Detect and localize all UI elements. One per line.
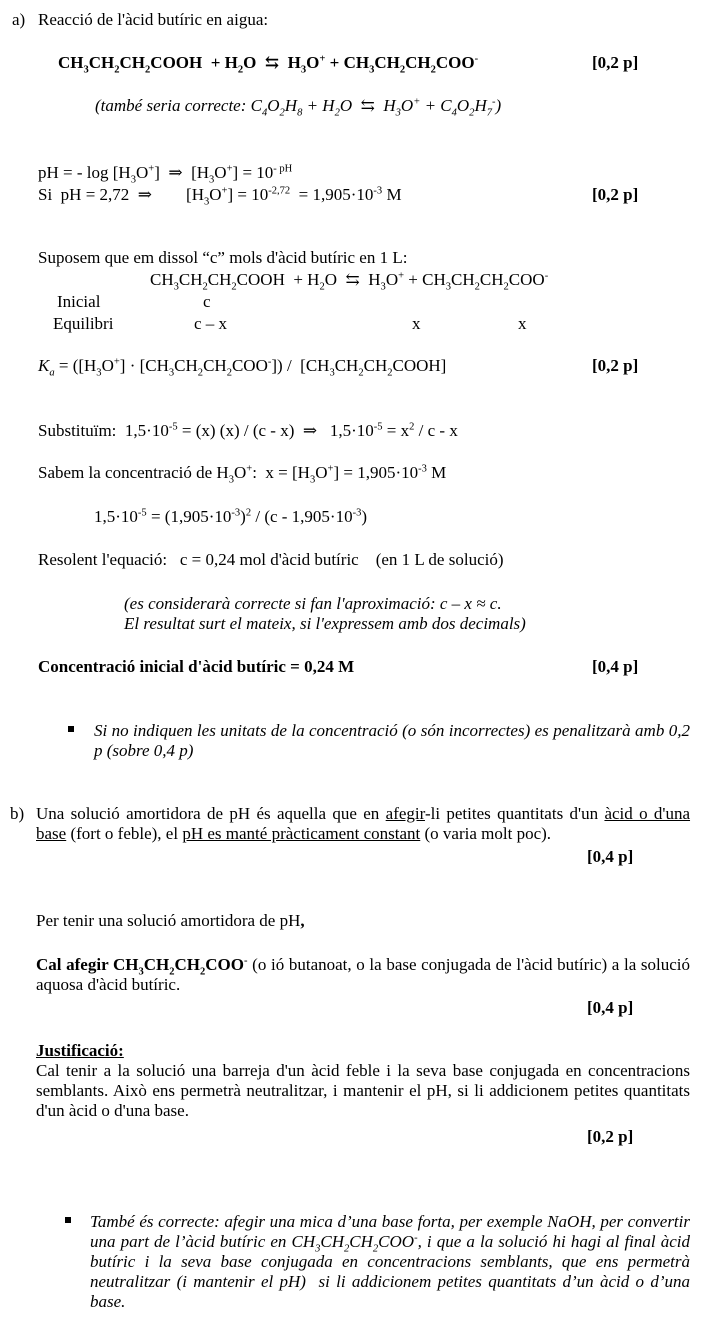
add-base-text: Cal afegir $CH_3CH_2CH_2COO^-$ (o ió butanoat, o la base conjugada de l'àcid butíric) a la solució aquosa d'àcid butíric. bbox=[36, 955, 691, 994]
part-b-marker: b) bbox=[10, 804, 25, 823]
approx-note-1: (es considerarà correcte si fan l'aproximació: c – x ≈ c. bbox=[124, 594, 502, 613]
part-a-marker: a) bbox=[12, 10, 26, 29]
ice-eq-acid: c – x bbox=[194, 314, 228, 333]
also-correct-bullet bbox=[65, 1217, 71, 1223]
points-ka: [0,2 p] bbox=[592, 356, 639, 375]
ice-reaction: $CH_3CH_2CH_2COOH + H_2O$ ⇆ $H_3O^+ + CH_3CH_2CH_2COO^-$ bbox=[150, 270, 549, 293]
points-ph: [0,2 p] bbox=[592, 185, 639, 204]
equation-line: $1,5\cdot 10^{-5} = (1,905\cdot 10^{-3})^2 / (c - 1,905\cdot 10^{-3})$ bbox=[94, 507, 368, 526]
penalty-bullet bbox=[68, 726, 74, 732]
buffer-definition bbox=[36, 804, 690, 844]
add-rest: (o ió butanoat, o la base conjugada de l'àcid butíric) a la solució aquosa d'àcid butíric. bbox=[36, 955, 691, 994]
reaction-equation: $CH_3CH_2CH_2COOH + H_2O$ ⇆ $H_3O^+ + CH_3CH_2CH_2COO^-$ bbox=[58, 53, 479, 76]
ph-given: Si pH = 2,72 ⇒ $[H_3O^+] = 10^{-2,72} = 1,905\cdot 10^{-3}$ M bbox=[38, 185, 402, 208]
know-line: Sabem la concentració de $H_3O^+$: $x = [H_3O^+] = 1,905\cdot 10^{-3}$ M bbox=[38, 463, 447, 486]
ice-eq-base: x bbox=[518, 314, 527, 333]
justification-text: Cal tenir a la solució una barreja d'un àcid feble i la seva base conjugada en concentracions semblants. Això ens permetrà neutralitzar, i mantenir el pH, si li addicionem petites quantitats d'un àcid o d'una base. bbox=[36, 1061, 690, 1120]
ice-row-initial: Inicial bbox=[57, 292, 101, 311]
approx-note-2: El resultat surt el mateix, si l'expressem amb dos decimals) bbox=[124, 614, 526, 633]
alt-formula-note: (també seria correcte: $C_4O_2H_8 + H_2O$ ⇆ $H_3O^+ + C_4O_2H_7^-$) bbox=[95, 96, 502, 119]
penalty-note: Si no indiquen les unitats de la concentració (o són incorrectes) es penalitzarà amb 0,2 p (sobre 0,4 p) bbox=[94, 721, 690, 760]
suppose-text: Suposem que em dissol “c” mols d'àcid butíric en 1 L: bbox=[38, 248, 408, 267]
def-acid-base: àcid o d'una base bbox=[36, 804, 691, 843]
ph-definition: pH = - $\log [H_3O^+]$ ⇒ $[H_3O^+] = 10^{- pH}$ bbox=[38, 163, 293, 186]
solving-line bbox=[38, 550, 504, 570]
substitute-line: Substituïm: $1,5\cdot 10^{-5} = (x)$ (x) / (c - x) ⇒ $1,5\cdot 10^{-5} = x^2 / c - x$ bbox=[38, 421, 458, 440]
solving-note: (en 1 L de solució) bbox=[375, 550, 504, 569]
ice-initial-acid: c bbox=[203, 292, 211, 311]
justification-label: Justificació: bbox=[36, 1041, 124, 1060]
part-a-title: Reacció de l'àcid butíric en aigua: bbox=[38, 10, 269, 29]
also-correct-note: També és correcte: afegir una mica d’una base forta, per exemple NaOH, per convertir una part de l’àcid butíric en $CH_3CH_2CH_2COO^-$, i que a la solució hi hagi al final àcid butíric i la seva base conjugada en concentracions semblants, que ens permetrà neutralitzar (i mantenir el pH) si li addicionem petites quantitats d’un àcid o d’una base. bbox=[90, 1212, 690, 1311]
points-add: [0,4 p] bbox=[587, 998, 634, 1017]
def-afegir: afegir bbox=[385, 804, 425, 823]
solving-value: c = 0,24 mol d'àcid butíric bbox=[179, 550, 359, 569]
substitute-label: Substituïm: bbox=[38, 421, 117, 440]
ka-expression: $K_a = ([H_3O^+] \cdot [CH_3CH_2CH_2COO^-])$ / $[CH_3CH_2CH_2COOH]$ bbox=[38, 356, 447, 379]
def-part-2: -li petites quantitats d'un bbox=[424, 804, 599, 823]
result-line: Concentració inicial d'àcid butíric = 0,24 M bbox=[38, 657, 355, 676]
ice-row-equilibrium: Equilibri bbox=[53, 314, 114, 333]
def-part-1: Una solució amortidora de pH és aquella que en bbox=[36, 804, 380, 823]
def-part-4: (o varia molt poc). bbox=[424, 824, 552, 843]
points-result: [0,4 p] bbox=[592, 657, 639, 676]
def-part-3: (fort o feble), el bbox=[70, 824, 179, 843]
points-definition: [0,4 p] bbox=[587, 847, 634, 866]
to-have-text: Per tenir una solució amortidora de pH, bbox=[36, 911, 305, 930]
def-constant: pH es manté pràcticament constant bbox=[182, 824, 421, 843]
points-reaction: [0,2 p] bbox=[592, 53, 639, 72]
ice-eq-h3o: x bbox=[412, 314, 421, 333]
points-justification: [0,2 p] bbox=[587, 1127, 634, 1146]
solving-label: Resolent l'equació: bbox=[38, 550, 168, 569]
